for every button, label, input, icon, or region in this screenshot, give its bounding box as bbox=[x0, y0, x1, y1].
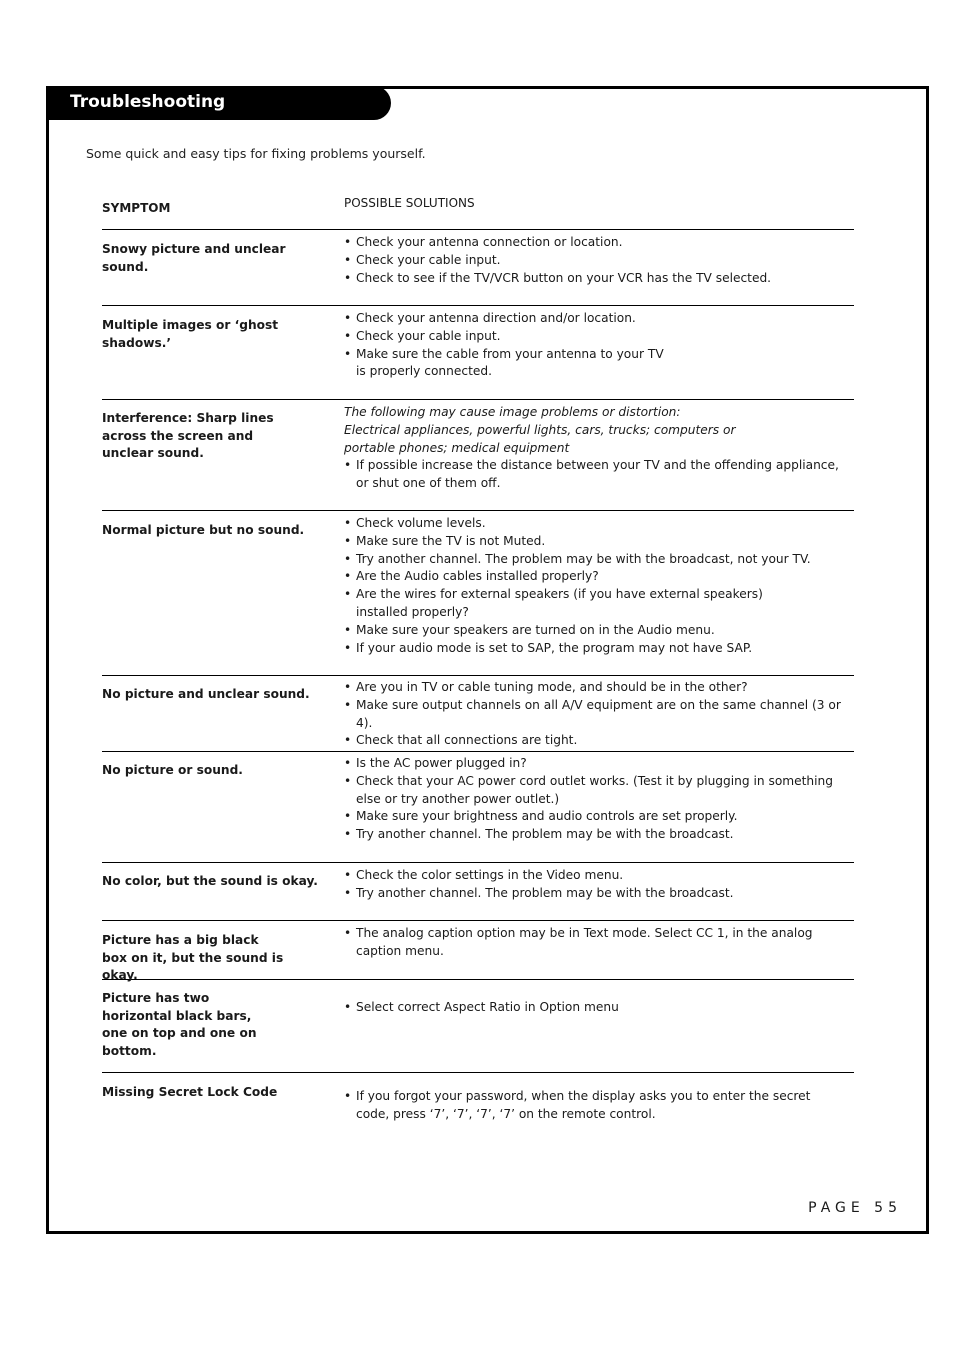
solutions-list bbox=[344, 999, 844, 1017]
solution-item: • Make sure the TV is not Muted. bbox=[344, 533, 814, 551]
solution-item: • If possible increase the distance between your TV and the offending appliance, or shut one of them off. bbox=[344, 457, 839, 493]
solutions-list bbox=[344, 310, 674, 381]
row-divider bbox=[102, 399, 854, 400]
solution-item: • Are the wires for external speakers (if you have external speakers) installed properly? bbox=[344, 586, 814, 622]
solution-item: • Check the color settings in the Video menu. bbox=[344, 867, 844, 885]
solution-item: • Make sure output channels on all A/V equipment are on the same channel (3 or 4). bbox=[344, 697, 849, 733]
solution-note: Electrical appliances, powerful lights, cars, trucks; computers or bbox=[344, 422, 736, 437]
solution-item: • Try another channel. The problem may be with the broadcast, not your TV. bbox=[344, 551, 814, 569]
row-divider bbox=[102, 751, 854, 752]
solutions-list bbox=[344, 755, 834, 844]
solution-item: • Make sure your brightness and audio controls are set properly. bbox=[344, 808, 834, 826]
solution-item: • Check to see if the TV/VCR button on your VCR has the TV selected. bbox=[344, 270, 844, 288]
solution-item: • If you forgot your password, when the display asks you to enter the secret code, press ‘7’, ‘7’, ‘7’, ‘7’ on the remote control. bbox=[344, 1088, 844, 1124]
symptom-cell: No picture and unclear sound. bbox=[102, 687, 310, 701]
solutions-list bbox=[344, 867, 844, 903]
solution-item: • Select correct Aspect Ratio in Option menu bbox=[344, 999, 844, 1017]
solution-item: • Try another channel. The problem may be with the broadcast. bbox=[344, 826, 834, 844]
row-divider bbox=[102, 675, 854, 676]
solution-item: • Try another channel. The problem may be with the broadcast. bbox=[344, 885, 844, 903]
symptom-cell: Missing Secret Lock Code bbox=[102, 1085, 278, 1099]
solution-item: • Are you in TV or cable tuning mode, and should be in the other? bbox=[344, 679, 849, 697]
solution-item: • Make sure your speakers are turned on in the Audio menu. bbox=[344, 622, 814, 640]
row-divider bbox=[102, 305, 854, 306]
solution-item: • Check that your AC power cord outlet works. (Test it by plugging in something else or try another power outlet.) bbox=[344, 773, 834, 809]
solution-item: • The analog caption option may be in Text mode. Select CC 1, in the analog caption menu. bbox=[344, 925, 839, 961]
row-divider bbox=[102, 229, 854, 230]
row-divider bbox=[102, 920, 854, 921]
solution-item: • Are the Audio cables installed properly? bbox=[344, 568, 814, 586]
symptom-cell: No picture or sound. bbox=[102, 763, 243, 777]
solutions-list bbox=[344, 404, 839, 493]
solution-note: The following may cause image problems or distortion: bbox=[344, 405, 681, 419]
solutions-column-header: POSSIBLE SOLUTIONS bbox=[344, 196, 475, 210]
solutions-list bbox=[344, 679, 849, 750]
row-divider bbox=[102, 862, 854, 863]
row-divider bbox=[102, 1072, 854, 1073]
symptom-column-header: SYMPTOM bbox=[102, 201, 171, 215]
solution-item: • Check that all connections are tight. bbox=[344, 732, 849, 750]
solution-item: • Check volume levels. bbox=[344, 515, 814, 533]
solution-note: portable phones; medical equipment bbox=[344, 440, 570, 455]
page-number: PAGE 55 bbox=[808, 1200, 902, 1216]
symptom-cell: Normal picture but no sound. bbox=[102, 523, 305, 537]
solutions-list bbox=[344, 1088, 844, 1124]
solution-item: • Check your antenna direction and/or location. bbox=[344, 310, 674, 328]
solution-item: • Check your cable input. bbox=[344, 328, 674, 346]
symptom-cell: Interference: Sharp lines across the screen and unclear sound. bbox=[102, 411, 274, 460]
symptom-cell: No color, but the sound is okay. bbox=[102, 874, 318, 888]
solutions-list bbox=[344, 234, 844, 287]
symptom-cell: Multiple images or ‘ghost shadows.’ bbox=[102, 318, 279, 350]
solution-item: • Is the AC power plugged in? bbox=[344, 755, 834, 773]
section-title-tab bbox=[46, 86, 391, 120]
solutions-list bbox=[344, 925, 839, 961]
solutions-list bbox=[344, 515, 814, 657]
symptom-cell: Picture has two horizontal black bars, one on top and one on bottom. bbox=[102, 991, 257, 1058]
solution-item: • If your audio mode is set to SAP, the program may not have SAP. bbox=[344, 640, 814, 658]
symptom-cell: Picture has a big black box on it, but the sound is okay. bbox=[102, 933, 284, 982]
row-divider bbox=[102, 510, 854, 511]
solution-item: • Make sure the cable from your antenna to your TV is properly connected. bbox=[344, 346, 674, 382]
solution-item: • Check your cable input. bbox=[344, 252, 844, 270]
page-title: Troubleshooting bbox=[70, 92, 226, 112]
intro-text: Some quick and easy tips for fixing problems yourself. bbox=[86, 146, 426, 161]
solution-item: • Check your antenna connection or location. bbox=[344, 234, 844, 252]
symptom-cell: Snowy picture and unclear sound. bbox=[102, 242, 286, 274]
